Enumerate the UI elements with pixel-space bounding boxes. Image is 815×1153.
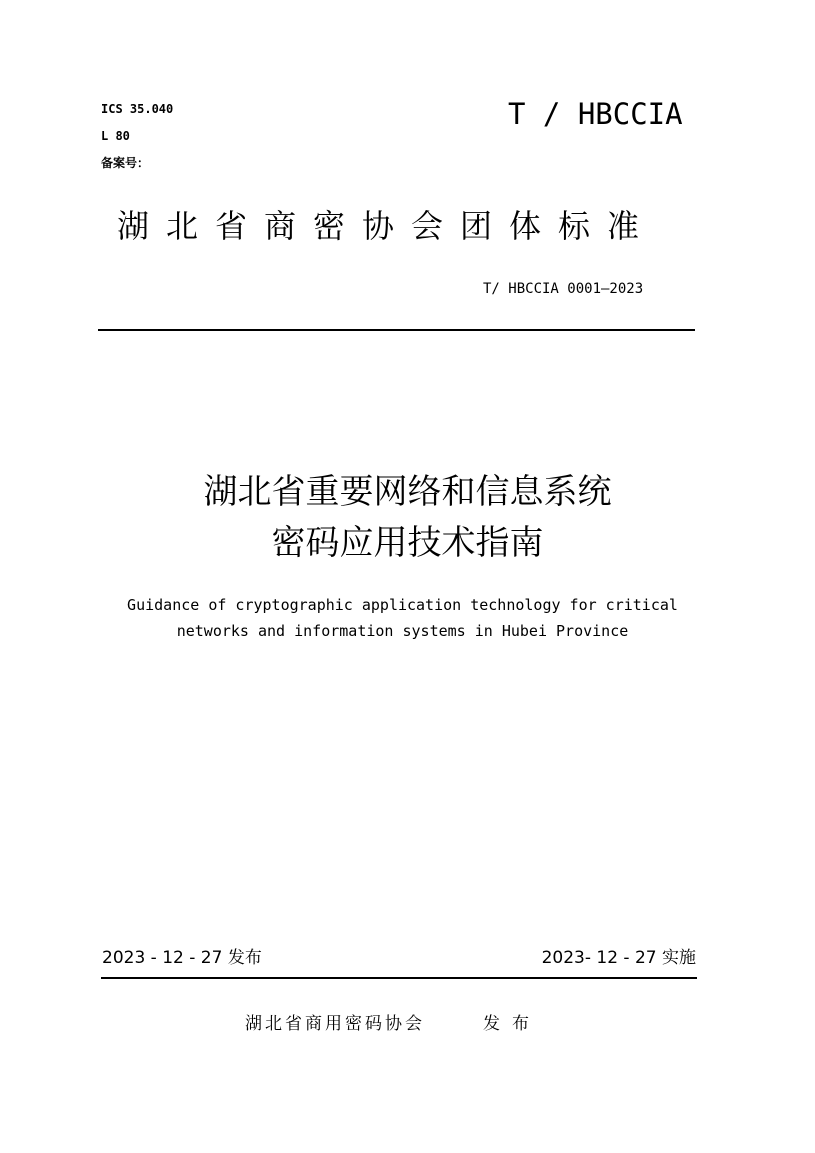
ics-code: ICS 35.040 bbox=[101, 102, 174, 116]
title-english-line-1: Guidance of cryptographic application technology for critical bbox=[127, 596, 678, 614]
publisher-name: 湖北省商用密码协会 bbox=[245, 1014, 425, 1034]
filing-number-label: 备案号： bbox=[101, 156, 150, 170]
implementation-date: 2023- 12 - 27 实施 bbox=[541, 948, 696, 968]
clc-code: L 80 bbox=[101, 129, 130, 143]
bottom-divider bbox=[101, 977, 697, 979]
standard-mark: T / HBCCIA bbox=[508, 97, 683, 131]
title-chinese-line-2: 密码应用技术指南 bbox=[271, 523, 544, 563]
title-chinese-line-1: 湖北省重要网络和信息系统 bbox=[203, 472, 612, 512]
standard-category-title: 湖北省商密协会团体标准 bbox=[117, 207, 657, 245]
title-english-line-2: networks and information systems in Hubei Province bbox=[176, 622, 629, 640]
standard-number: T/ HBCCIA 0001—2023 bbox=[483, 281, 644, 297]
publish-label: 发布 bbox=[483, 1014, 541, 1034]
top-divider bbox=[98, 329, 695, 331]
issue-date: 2023 - 12 - 27 发布 bbox=[102, 948, 262, 968]
